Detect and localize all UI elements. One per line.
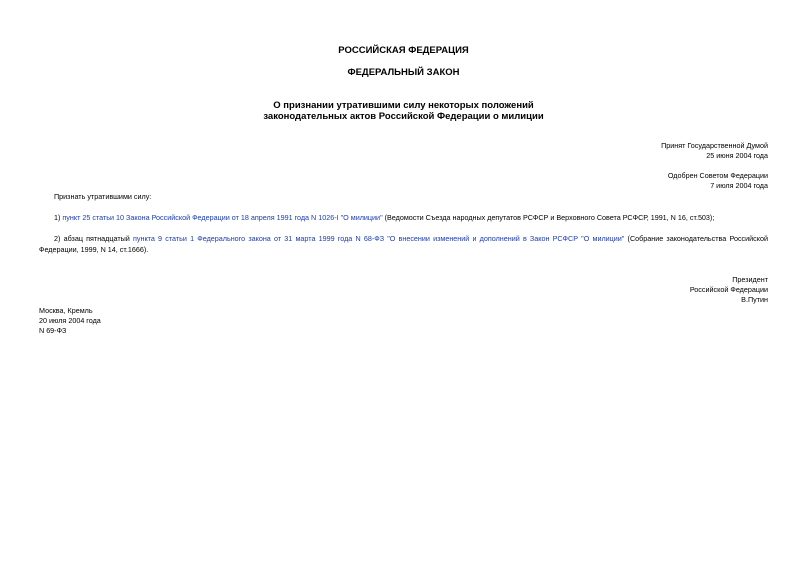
place-date-block <box>39 306 101 336</box>
signature-name: В.Путин <box>741 295 768 304</box>
document-title-line-2: законодательных актов Российской Федерации о милиции <box>263 111 544 122</box>
law-number: N 69-ФЗ <box>39 326 67 335</box>
approval-date: 7 июля 2004 года <box>710 181 768 190</box>
signature-country: Российской Федерации <box>689 285 768 294</box>
approval-federation-council <box>668 171 768 191</box>
item-1-law-link[interactable]: пункт 25 статьи 10 Закона Российской Федерации от 18 апреля 1991 года N 1026-I "О милиции" <box>62 213 383 222</box>
item-1-number: 1) <box>54 213 61 222</box>
signature-title: Президент <box>732 275 768 284</box>
item-1-paragraph <box>39 212 768 223</box>
intro-paragraph <box>39 191 768 202</box>
item-2-source: (Собрание законодательства Российской Федерации, 1999, N 14, ст.1666). <box>39 234 768 254</box>
law-type-heading: ФЕДЕРАЛЬНЫЙ ЗАКОН <box>347 67 460 78</box>
item-2-law-link[interactable]: пункта 9 статьи 1 Федерального закона от 31 марта 1999 года N 68-ФЗ "О внесении изменений и дополнений в Закон РСФСР "О милиции" <box>132 234 625 243</box>
approval-label: Одобрен Советом Федерации <box>667 171 768 180</box>
adoption-duma-label: Принят Государственной Думой <box>661 141 768 150</box>
place-name: Москва, Кремль <box>39 306 93 315</box>
item-1-source: (Ведомости Съезда народных депутатов РСФСР и Верховного Совета РСФСР, 1991, N 16, ст.503); <box>382 213 715 222</box>
document-title-line-1: О признании утратившими силу некоторых положений <box>273 100 534 111</box>
intro-text: Признать утратившими силу: <box>54 192 152 201</box>
signature-block <box>690 275 768 305</box>
signing-date: 20 июля 2004 года <box>39 316 101 325</box>
adoption-duma <box>661 141 768 161</box>
country-heading: РОССИЙСКАЯ ФЕДЕРАЦИЯ <box>338 45 469 56</box>
item-2-number: 2) <box>54 234 61 243</box>
item-2-paragraph <box>39 233 768 255</box>
item-2-prefix: абзац пятнадцатый <box>60 234 133 243</box>
adoption-duma-date: 25 июня 2004 года <box>706 151 768 160</box>
